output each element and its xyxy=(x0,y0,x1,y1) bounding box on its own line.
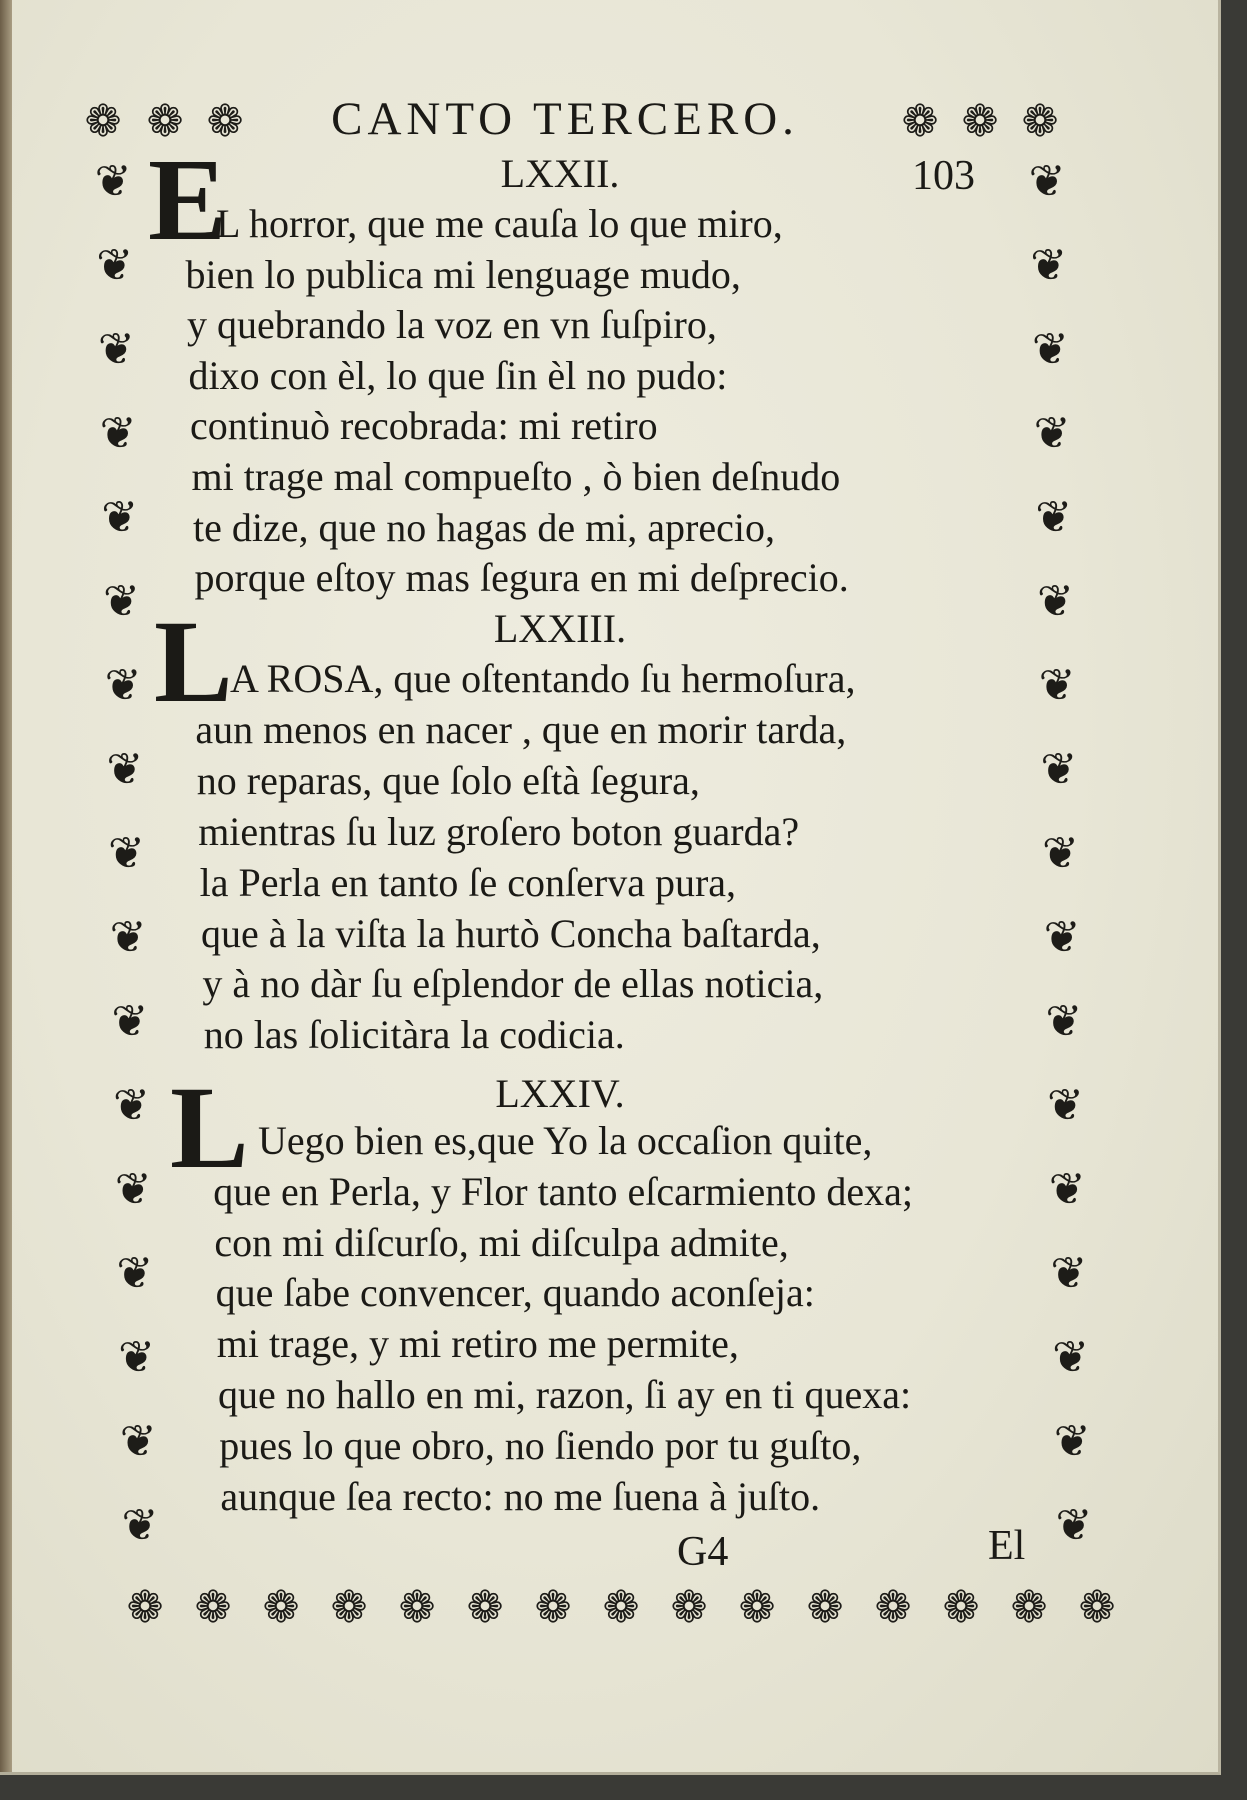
verse-line: que ſabe convencer, quando aconſeja: xyxy=(215,1270,815,1316)
verse-line: te dize, que no hagas de mi, aprecio, xyxy=(193,504,775,550)
fleuron-icon: ❁ xyxy=(466,1582,504,1633)
running-title: CANTO TERCERO. xyxy=(331,93,799,145)
verse-line: aunque ſea recto: no me ſuena à juſto. xyxy=(220,1473,821,1519)
verse-line: mientras ſu luz groſero boton guarda? xyxy=(198,808,800,854)
fleuron-icon: ❁ xyxy=(874,1582,912,1633)
fleuron-icon: ❁ xyxy=(84,96,122,147)
stanza-number: LXXII. xyxy=(500,151,620,196)
fleuron-icon: ❦ xyxy=(1043,912,1081,963)
fleuron-icon: ❦ xyxy=(109,912,147,963)
fleuron-icon: ❦ xyxy=(94,156,132,207)
fleuron-icon: ❁ xyxy=(738,1582,776,1633)
verse-line: L horror, que me cauſa lo que miro, xyxy=(216,201,783,246)
fleuron-icon: ❦ xyxy=(104,660,142,711)
fleuron-icon: ❁ xyxy=(901,96,939,147)
fleuron-icon: ❦ xyxy=(1028,156,1066,207)
fleuron-icon: ❦ xyxy=(106,744,144,795)
fleuron-icon: ❦ xyxy=(1045,996,1083,1047)
fleuron-icon: ❁ xyxy=(1010,1582,1048,1633)
stanza-number: LXXIII. xyxy=(493,606,627,651)
drop-cap: L xyxy=(154,596,233,727)
fleuron-icon: ❦ xyxy=(101,492,139,543)
verse-line: Uego bien es,que Yo la occaſion quite, xyxy=(258,1118,873,1163)
fleuron-icon: ❦ xyxy=(1053,1416,1091,1467)
verse-line: porque eſtoy mas ſegura en mi deſprecio. xyxy=(194,555,849,601)
verse-line: y à no dàr ſu eſplendor de ellas noticia, xyxy=(202,961,824,1007)
fleuron-icon: ❁ xyxy=(534,1582,572,1633)
fleuron-icon: ❁ xyxy=(262,1582,300,1633)
drop-cap: E xyxy=(148,134,227,265)
verse-line: continuò recobrada: mi retiro xyxy=(190,403,658,449)
fleuron-icon: ❁ xyxy=(194,1582,232,1633)
fleuron-icon: ❦ xyxy=(108,828,145,879)
verse-line: aun menos en nacer , que en morir tarda, xyxy=(195,706,847,752)
fleuron-icon: ❁ xyxy=(330,1582,368,1633)
fleuron-icon: ❦ xyxy=(1038,660,1076,711)
fleuron-icon: ❦ xyxy=(97,324,135,375)
fleuron-icon: ❦ xyxy=(1031,324,1069,375)
fleuron-icon: ❁ xyxy=(1078,1582,1116,1633)
verse-line: no las ſolicitàra la codicia. xyxy=(203,1012,625,1058)
verse-line: que no hallo en mi, razon, ſi ay en ti quexa: xyxy=(218,1372,912,1417)
fleuron-icon: ❁ xyxy=(398,1582,436,1633)
verse-line: con mi diſcurſo, mi diſculpa admite, xyxy=(214,1219,789,1265)
verse-line: mi trage, y mi retiro me permite, xyxy=(216,1321,739,1367)
fleuron-icon: ❁ xyxy=(961,96,999,147)
fleuron-icon: ❦ xyxy=(1036,576,1074,627)
verse-line: A ROSA, que oſtentando ſu hermoſura, xyxy=(230,656,856,701)
signature-mark: G4 xyxy=(677,1529,729,1575)
verse-line: mi trage mal compueſto , ò bien deſnudo xyxy=(191,454,841,499)
fleuron-icon: ❦ xyxy=(1042,828,1079,879)
fleuron-icon: ❁ xyxy=(146,96,184,147)
fleuron-icon: ❦ xyxy=(116,1248,154,1299)
fleuron-icon: ❦ xyxy=(102,576,140,627)
fleuron-icon: ❦ xyxy=(96,240,134,291)
fleuron-icon: ❦ xyxy=(121,1500,159,1551)
fleuron-icon: ❦ xyxy=(1055,1500,1093,1551)
fleuron-icon: ❦ xyxy=(114,1164,152,1215)
verse-line: no reparas, que ſolo eſtà ſegura, xyxy=(196,757,700,803)
verse-line: dixo con èl, lo que ſin èl no pudo: xyxy=(188,352,728,398)
verse-line: y quebrando la voz en vn ſuſpiro, xyxy=(187,302,717,348)
fleuron-icon: ❦ xyxy=(99,408,137,459)
fleuron-icon: ❁ xyxy=(806,1582,844,1633)
fleuron-icon: ❦ xyxy=(1048,1164,1086,1215)
verse-line: bien lo publica mi lenguage mudo, xyxy=(185,251,741,297)
fleuron-icon: ❁ xyxy=(670,1582,708,1633)
fleuron-icon: ❦ xyxy=(119,1416,157,1467)
fleuron-icon: ❦ xyxy=(111,996,149,1047)
fleuron-icon: ❁ xyxy=(942,1582,980,1633)
fleuron-icon: ❦ xyxy=(1035,492,1073,543)
fleuron-icon: ❦ xyxy=(1033,408,1071,459)
fleuron-icon: ❁ xyxy=(206,96,244,147)
fleuron-icon: ❦ xyxy=(1052,1332,1089,1383)
verse-line: que en Perla, y Flor tanto eſcarmiento dexa; xyxy=(213,1168,913,1214)
fleuron-icon: ❦ xyxy=(118,1332,155,1383)
fleuron-icon: ❦ xyxy=(1030,240,1068,291)
fleuron-icon: ❁ xyxy=(1021,96,1059,147)
fleuron-icon: ❦ xyxy=(113,1080,150,1131)
fleuron-icon: ❦ xyxy=(1047,1080,1084,1131)
fleuron-icon: ❦ xyxy=(1050,1248,1088,1299)
verse-line: que à la viſta la hurtò Concha baſtarda, xyxy=(201,910,821,956)
catchword: El xyxy=(988,1523,1026,1569)
verse-line: la Perla en tanto ſe conſerva pura, xyxy=(199,859,737,905)
drop-cap: L xyxy=(170,1062,249,1193)
verse-line: pues lo que obro, no ſiendo por tu guſto, xyxy=(219,1422,862,1468)
fleuron-icon: ❦ xyxy=(1040,744,1078,795)
page-number: 103 xyxy=(912,153,975,199)
fleuron-icon: ❁ xyxy=(126,1582,164,1633)
binding-gutter xyxy=(0,0,12,1772)
fleuron-icon: ❁ xyxy=(602,1582,640,1633)
stanza-number: LXXIV. xyxy=(495,1071,625,1116)
